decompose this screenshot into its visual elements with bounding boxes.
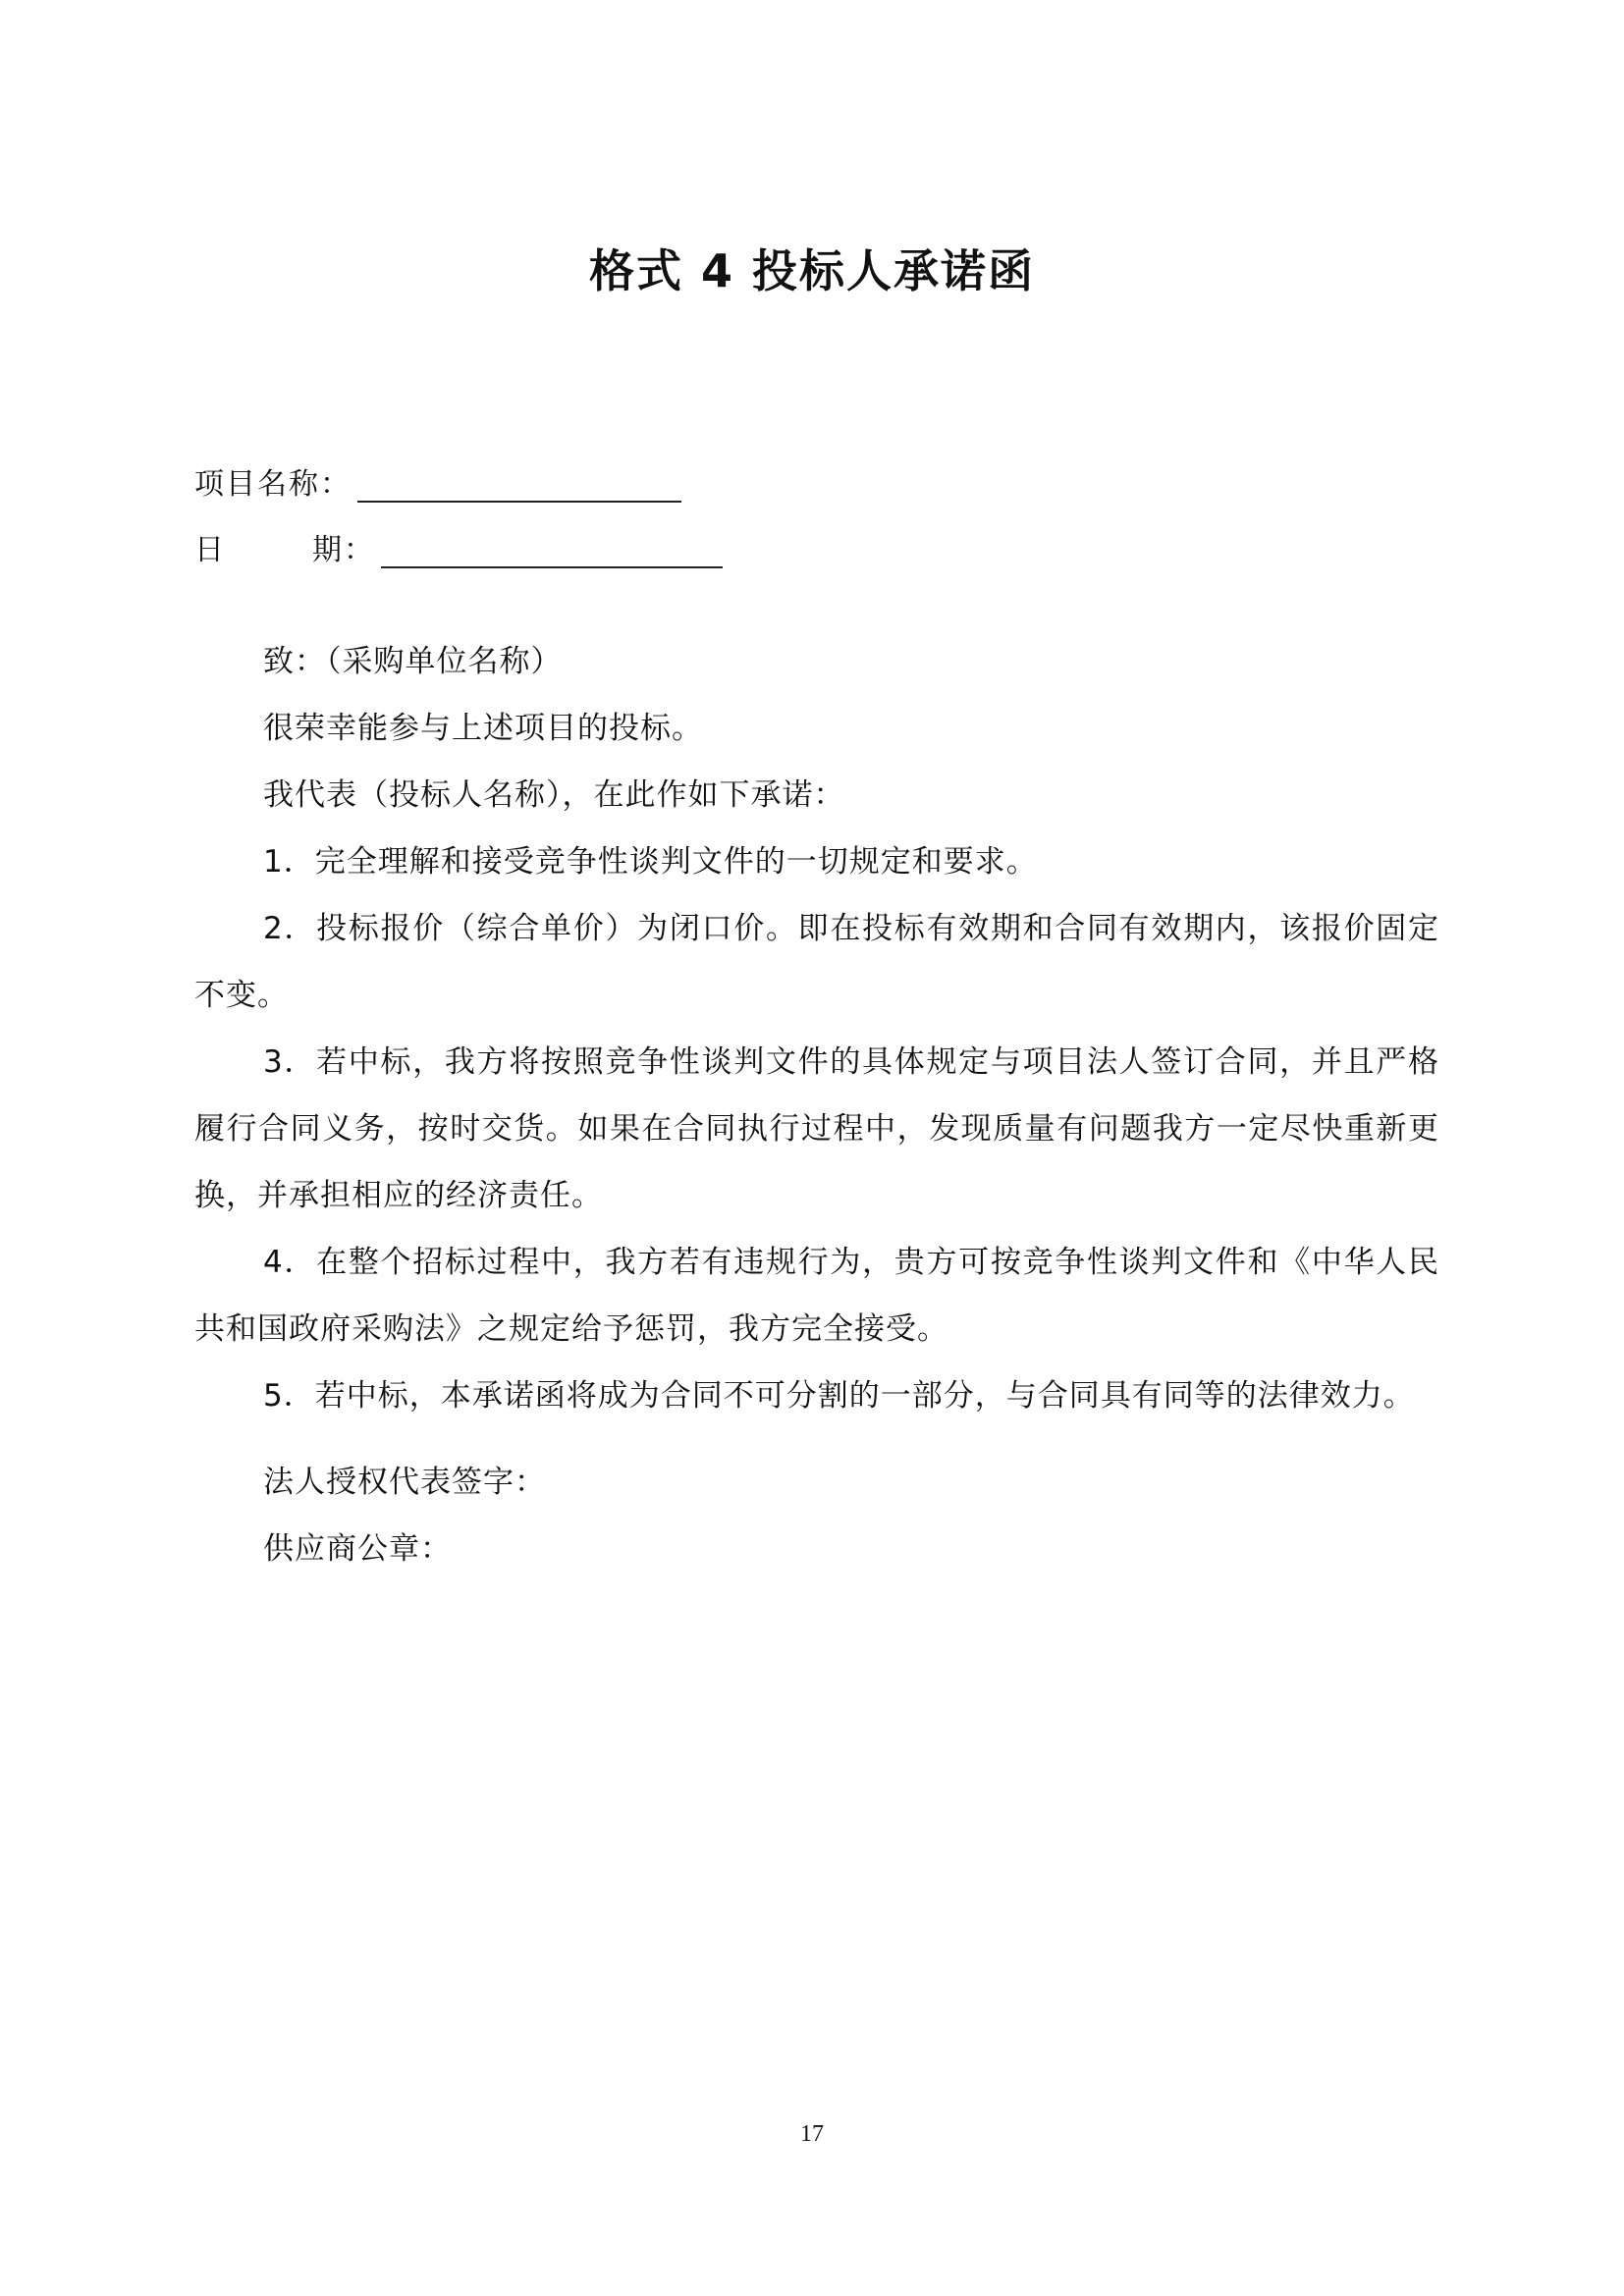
letter-body [194,628,1439,1429]
commitment-item-5: 5．若中标，本承诺函将成为合同不可分割的一部分，与合同具有同等的法律效力。 [263,1378,1415,1414]
date-label-right: 期： [312,533,375,567]
signature-block [263,1449,546,1582]
date-line [194,525,723,568]
commitment-item-1: 1．完全理解和接受竞争性谈判文件的一切规定和要求。 [263,844,1038,880]
supplier-seal-label: 供应商公章： [263,1531,452,1567]
page-number: 17 [800,2121,824,2147]
project-name-label: 项目名称： [194,467,352,502]
project-name-blank [357,471,681,503]
declaration-paragraph: 我代表（投标人名称），在此作如下承诺： [263,777,845,813]
date-label-left: 日 [194,533,226,567]
intro-paragraph: 很荣幸能参与上述项目的投标。 [263,711,703,746]
commitment-item-2: 2．投标报价（综合单价）为闭口价。即在投标有效期和合同有效期内，该报价固定不变。 [194,911,1439,1013]
date-blank [381,537,723,568]
addressee: 致：（采购单位名称） [263,644,563,679]
representative-signature-label: 法人授权代表签字： [263,1465,546,1500]
commitment-item-4: 4．在整个招标过程中，我方若有违规行为，贵方可按竞争性谈判文件和《中华人民共和国政府采购法》之规定给予惩罚，我方完全接受。 [194,1245,1439,1347]
document-title: 格式 4 投标人承诺函 [588,244,1036,297]
project-name-line [194,459,681,503]
commitment-item-3: 3．若中标，我方将按照竞争性谈判文件的具体规定与项目法人签订合同，并且严格履行合同义务，按时交货。如果在合同执行过程中，发现质量有问题我方一定尽快重新更换，并承担相应的经济责任。 [194,1044,1439,1213]
